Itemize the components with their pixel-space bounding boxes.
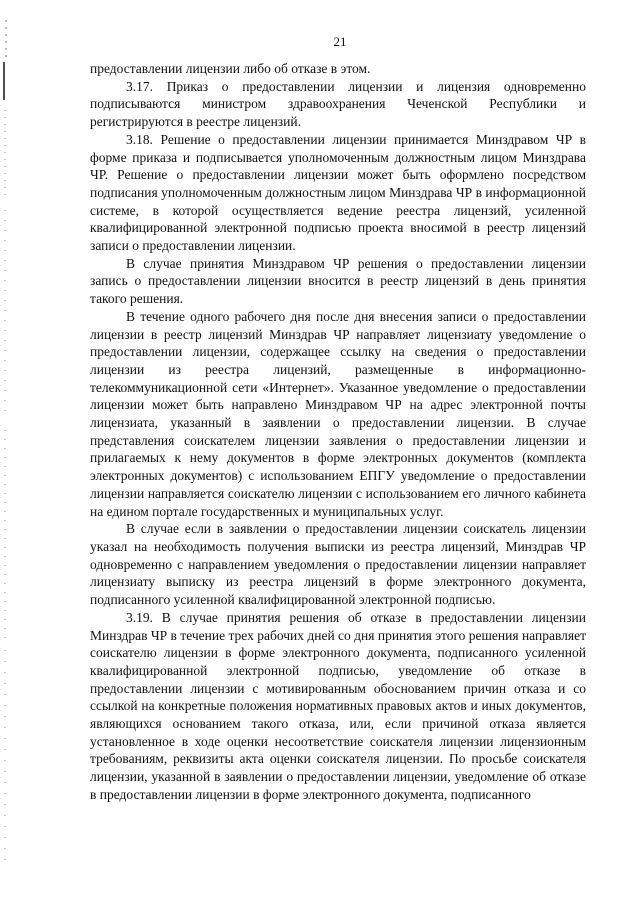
paragraph-3-17: 3.17. Приказ о предоставлении лицензии и лицензия одновременно подписываются министром здравоохранения Чеченской Республики и регистрируются в реестре лицензий. <box>90 78 586 130</box>
paragraph-continuation: предоставлении лицензии либо об отказе в этом. <box>90 61 371 76</box>
paragraph-record-entry: В случае принятия Минздравом ЧР решения о предоставлении лицензии запись о предоставлении лицензии вносится в реестр лицензий в день принятия такого решения. <box>90 255 586 307</box>
paragraph-3-19: 3.19. В случае принятия решения об отказе в предоставлении лицензии Минздрав ЧР в течение трех рабочих дней со дня принятия этого решения направляет соискателю лицензии в форме электронного документа, подписанного усиленной квалифицированной электронной подписью, уведомление об отказе в предоставлении лицензии с мотивированным обоснованием причин отказа и со ссылкой на конкретные положения нормативных правовых актов и иных документов, являющихся основанием такого отказа, или, если причиной отказа является установленное в ходе оценки несоответствие соискателя лицензии лицензионным требованиям, реквизиты акта оценки соискателя лицензии. По просьбе соискателя лицензии, указанной в заявлении о предоставлении лицензии, уведомление об отказе в предоставлении лицензии в форме электронного документа, подписанного <box>90 609 586 802</box>
paragraph-3-18: 3.18. Решение о предоставлении лицензии принимается Минздравом ЧР в форме приказа и подписывается уполномоченным должностным лицом Минздрава ЧР. Решение о предоставлении лицензии может быть оформлено посредством подписания уполномоченным должностным лицом Минздрава ЧР в информационной системе, в которой осуществляется ведение реестра лицензий, усиленной квалифицированной электронной подписью проекта вносимой в реестр лицензий записи о предоставлении лицензии. <box>90 131 586 254</box>
paragraph-extract: В случае если в заявлении о предоставлении лицензии соискатель лицензии указал на необходимость получения выписки из реестра лицензий, Минздрав ЧР одновременно с направлением уведомления о предоставлении лицензии направляет лицензиату выписку из реестра лицензий в форме электронного документа, подписанного усиленной квалифицированной электронной подписью. <box>90 521 586 608</box>
document-body <box>90 60 586 804</box>
scan-margin-marks <box>0 0 12 905</box>
paragraph-notification: В течение одного рабочего дня после дня внесения записи о предоставлении лицензии в реестр лицензий Минздрав ЧР направляет лицензиату уведомление о предоставлении лицензии, содержащее ссылку на сведения о предоставлении лицензии из реестра лицензий, размещенные в информационно-телекоммуникационной сети «Интернет». Указанное уведомление о предоставлении лицензии может быть направлено Минздравом ЧР на адрес электронной почты лицензиата, указанный в заявлении о предоставлении лицензии. В случае представления соискателем лицензии заявления о предоставлении лицензии и прилагаемых к нему документов в форме электронных документов (комплекта электронных документов) с использованием ЕПГУ уведомление о предоставлении лицензии направляется соискателю лицензии с использованием его личного кабинета на едином портале государственных и муниципальных услуг. <box>90 308 586 519</box>
page-number: 21 <box>333 34 347 49</box>
